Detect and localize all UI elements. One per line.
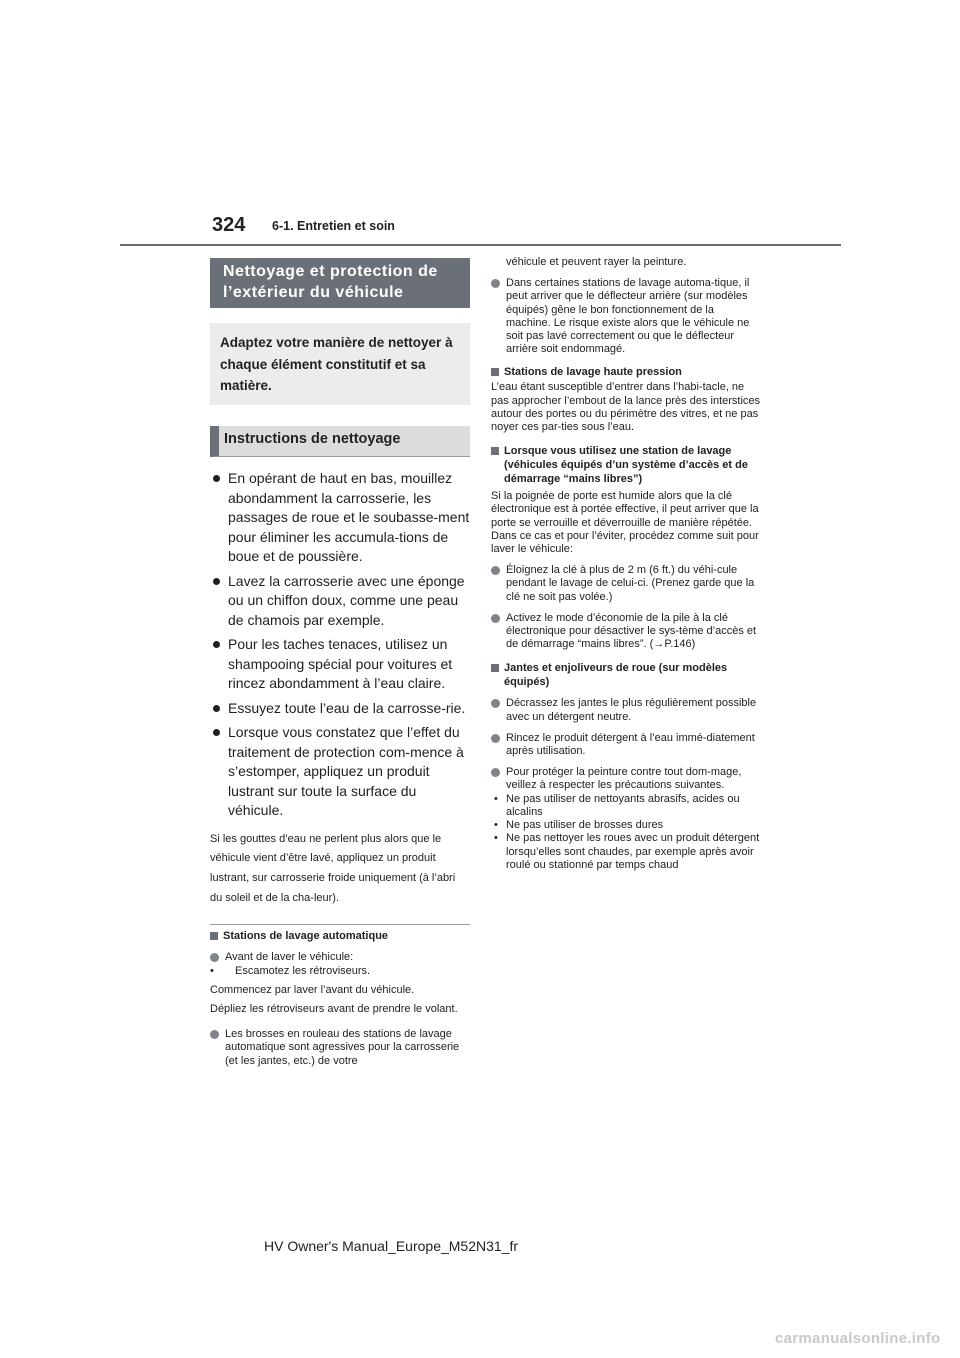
- section-title: 6-1. Entretien et soin: [272, 219, 395, 233]
- paragraph: Commencez par laver l’avant du véhicule.: [210, 983, 415, 996]
- sub-list-item: • Escamotez les rétroviseurs.: [210, 964, 371, 977]
- list-item: Pour les taches tenaces, utilisez un shampooing spécial pour voitures et rincez abondamment à l’eau claire.: [210, 635, 470, 694]
- circle-bullet-icon: [491, 279, 500, 288]
- bullet-icon: [213, 705, 220, 712]
- list-item: Essuyez toute l’eau de la carrosse-rie.: [210, 699, 470, 719]
- page-number: 324: [212, 214, 246, 236]
- paragraph-continued: véhicule et peuvent rayer la peinture.: [506, 256, 687, 268]
- section-divider: [210, 924, 470, 925]
- square-bullet-icon: [491, 447, 499, 455]
- bullet-icon: [213, 641, 220, 648]
- cleaning-instructions-list: [210, 469, 470, 821]
- list-item: Lorsque vous constatez que l’effet du traitement de protection com-mence à s’estomper, appliquez un produit lustrant sur toute la surface du véhicule.: [210, 723, 470, 821]
- circle-bullet-icon: [491, 699, 500, 708]
- sub-list-item: • Ne pas nettoyer les roues avec un produit détergent lorsqu’elles sont chaudes, par exemple après avoir roulé ou stationné par temps chaud: [494, 832, 760, 871]
- subsection-title: Instructions de nettoyage: [210, 426, 470, 457]
- paragraph: Si la poignée de porte est humide alors que la clé électronique est à portée effective, il peut arriver que la porte se verrouille et déverrouille de manière répétée. Dans ce cas et pour l’éviter, procédez comme suit pour laver le véhicule:: [491, 490, 759, 556]
- square-bullet-icon: [210, 932, 218, 940]
- square-bullet-icon: [491, 368, 499, 376]
- manual-footer: HV Owner's Manual_Europe_M52N31_fr: [264, 1238, 519, 1254]
- paragraph: L’eau étant susceptible d’entrer dans l’habi-tacle, ne pas approcher l’embout de la lance près des interstices autour des portes ou du périmètre des vitres, et ne pas noyer ces par-ties sous l’eau.: [491, 381, 761, 434]
- watermark: carmanualsonline.info: [775, 1330, 941, 1347]
- circle-bullet-icon: [491, 566, 500, 575]
- header-rule: [120, 244, 841, 246]
- circle-bullet-icon: [210, 1030, 219, 1039]
- list-item: Dans certaines stations de lavage automa-tique, il peut arriver que le déflecteur arrière (sur modèles équipés) gêne le bon fonctionnement de la machine. Le risque existe alors que le véhicule ne soit pas lavé correctement ou que le déflecteur arrière soit endommagé.: [491, 277, 761, 356]
- list-item: Les brosses en rouleau des stations de lavage automatique sont agressives pour la carrosserie (et les jantes, etc.) de votre: [210, 1028, 470, 1068]
- main-title: Nettoyage et protection de l’extérieur du véhicule: [210, 258, 470, 308]
- list-item: Pour protéger la peinture contre tout dom-mage, veillez à respecter les précautions suivantes.: [491, 766, 761, 792]
- circle-bullet-icon: [491, 734, 500, 743]
- smart-entry-heading: Lorsque vous utilisez une station de lavage (véhicules équipés d’un système d’accès et de démarrage “mains libres”): [491, 444, 761, 486]
- intro-box: Adaptez votre manière de nettoyer à chaque élément constitutif et sa matière.: [210, 323, 470, 405]
- list-item: Décrassez les jantes le plus régulièrement possible avec un détergent neutre.: [491, 697, 761, 723]
- list-item: Lavez la carrosserie avec une éponge ou un chiffon doux, comme une peau de chamois par exemple.: [210, 572, 470, 631]
- high-pressure-heading: Stations de lavage haute pression: [491, 365, 761, 379]
- list-item: Rincez le produit détergent à l’eau immé-diatement après utilisation.: [491, 732, 761, 758]
- wheels-heading: Jantes et enjoliveurs de roue (sur modèles équipés): [491, 661, 761, 689]
- circle-bullet-icon: [210, 953, 219, 962]
- list-item: Éloignez la clé à plus de 2 m (6 ft.) du véhi-cule pendant le lavage de celui-ci. (Prenez garde que la clé ne soit pas volée.): [491, 564, 761, 604]
- list-item: Activez le mode d’économie de la pile à la clé électronique pour désactiver le sys-tème d’accès et de démarrage “mains libres”. (→P.146): [491, 612, 761, 652]
- paragraph: Dépliez les rétroviseurs avant de prendre le volant.: [210, 1003, 458, 1016]
- bullet-icon: [213, 475, 220, 482]
- square-bullet-icon: [491, 664, 499, 672]
- circle-bullet-icon: [491, 768, 500, 777]
- polish-note: Si les gouttes d’eau ne perlent plus alors que le véhicule vient d’être lavé, appliquez un produit lustrant, sur carrosserie froide uniquement (à l’abri du soleil et de la cha-leur).: [210, 832, 456, 904]
- auto-wash-heading: Stations de lavage automatique: [210, 929, 470, 943]
- sub-list-item: • Ne pas utiliser de nettoyants abrasifs, acides ou alcalins: [494, 792, 740, 818]
- right-column: [491, 256, 761, 872]
- list-item: Avant de laver le véhicule:: [210, 951, 470, 964]
- list-item: En opérant de haut en bas, mouillez abondamment la carrosserie, les passages de roue et le soubasse-ment pour éliminer les accumula-tions de boue et de poussière.: [210, 469, 470, 567]
- bullet-icon: [213, 729, 220, 736]
- sub-list-item: • Ne pas utiliser de brosses dures: [494, 819, 664, 832]
- circle-bullet-icon: [491, 614, 500, 623]
- bullet-icon: [213, 578, 220, 585]
- left-column: [210, 258, 470, 1068]
